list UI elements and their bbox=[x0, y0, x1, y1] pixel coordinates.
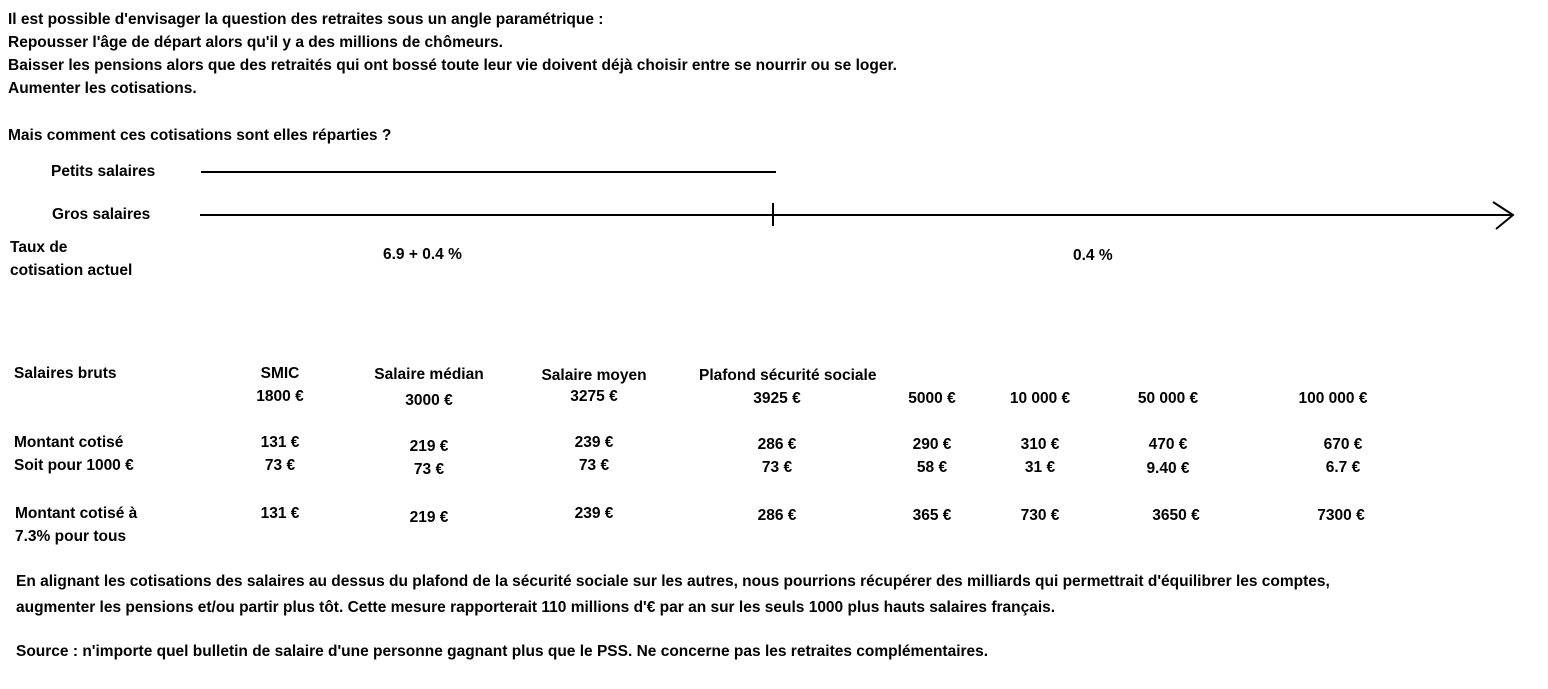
intro-line-4: Aumenter les cotisations. bbox=[8, 80, 197, 97]
salary-10000: 10 000 € bbox=[1009, 390, 1071, 407]
montant-smic: 131 € bbox=[260, 434, 300, 451]
montant-10000: 310 € bbox=[1020, 436, 1060, 453]
salary-50000: 50 000 € bbox=[1137, 390, 1199, 407]
salary-5000: 5000 € bbox=[908, 390, 956, 407]
pour1000-smic: 73 € bbox=[264, 457, 296, 474]
montant-plafond: 286 € bbox=[757, 436, 797, 453]
intro-line-1: Il est possible d'envisager la question des retraites sous un angle paramétrique : bbox=[8, 11, 604, 28]
conclusion-line-2: augmenter les pensions et/ou partir plus tôt. Cette mesure rapporterait 110 millions d'€ par an sur les seuls 1000 plus hauts salaires français. bbox=[16, 599, 1056, 616]
pour1000-median: 73 € bbox=[413, 461, 445, 478]
salary-smic: 1800 € bbox=[256, 388, 304, 405]
tous-plafond: 286 € bbox=[757, 507, 797, 524]
tous-median: 219 € bbox=[409, 509, 449, 526]
salary-plafond: 3925 € bbox=[753, 390, 801, 407]
pour1000-50000: 9.40 € bbox=[1146, 460, 1190, 477]
montant-50000: 470 € bbox=[1148, 436, 1188, 453]
gros-salaires-label: Gros salaires bbox=[52, 206, 151, 223]
pour1000-5000: 58 € bbox=[916, 459, 948, 476]
pour1000-plafond: 73 € bbox=[761, 459, 793, 476]
row-label-tous-2: 7.3% pour tous bbox=[15, 528, 127, 545]
col-name-median: Salaire médian bbox=[374, 366, 484, 383]
source-note: Source : n'importe quel bulletin de salaire d'une personne gagnant plus que le PSS. Ne concerne pas les retraites complémentaires. bbox=[16, 643, 989, 660]
tous-100000: 7300 € bbox=[1317, 507, 1365, 524]
tous-10000: 730 € bbox=[1020, 507, 1060, 524]
rate-above-plafond: 0.4 % bbox=[1073, 247, 1113, 264]
montant-median: 219 € bbox=[409, 438, 449, 455]
col-name-smic: SMIC bbox=[260, 365, 300, 382]
pour1000-moyen: 73 € bbox=[578, 457, 610, 474]
montant-5000: 290 € bbox=[912, 436, 952, 453]
row-label-montant: Montant cotisé bbox=[14, 434, 124, 451]
row-label-salaires: Salaires bruts bbox=[14, 365, 117, 382]
tous-50000: 3650 € bbox=[1152, 507, 1200, 524]
petits-salaires-label: Petits salaires bbox=[51, 163, 156, 180]
intro-line-3: Baisser les pensions alors que des retraités qui ont bossé toute leur vie doivent déjà choisir entre se nourrir ou se loger. bbox=[8, 57, 897, 74]
salary-median: 3000 € bbox=[405, 392, 453, 409]
col-name-plafond: Plafond sécurité sociale bbox=[699, 367, 877, 384]
rate-below-plafond: 6.9 + 0.4 % bbox=[383, 246, 462, 263]
conclusion-line-1: En alignant les cotisations des salaires au dessus du plafond de la sécurité sociale sur les autres, nous pourrions récupérer des milliards qui permettrait d'équilibrer les comptes, bbox=[16, 573, 1330, 590]
intro-line-2: Repousser l'âge de départ alors qu'il y a des millions de chômeurs. bbox=[8, 34, 503, 51]
row-label-pour1000: Soit pour 1000 € bbox=[14, 457, 134, 474]
taux-label-line-1: Taux de bbox=[10, 239, 68, 256]
salary-moyen: 3275 € bbox=[570, 388, 618, 405]
tous-5000: 365 € bbox=[912, 507, 952, 524]
taux-label-line-2: cotisation actuel bbox=[10, 262, 133, 279]
pour1000-100000: 6.7 € bbox=[1325, 459, 1361, 476]
row-label-tous-1: Montant cotisé à bbox=[15, 505, 138, 522]
montant-100000: 670 € bbox=[1323, 436, 1363, 453]
montant-moyen: 239 € bbox=[574, 434, 614, 451]
col-name-moyen: Salaire moyen bbox=[541, 367, 647, 384]
tous-moyen: 239 € bbox=[574, 505, 614, 522]
salary-100000: 100 000 € bbox=[1298, 390, 1368, 407]
tous-smic: 131 € bbox=[260, 505, 300, 522]
question-text: Mais comment ces cotisations sont elles réparties ? bbox=[8, 127, 392, 144]
contribution-diagram bbox=[0, 0, 1548, 300]
pour1000-10000: 31 € bbox=[1024, 459, 1056, 476]
